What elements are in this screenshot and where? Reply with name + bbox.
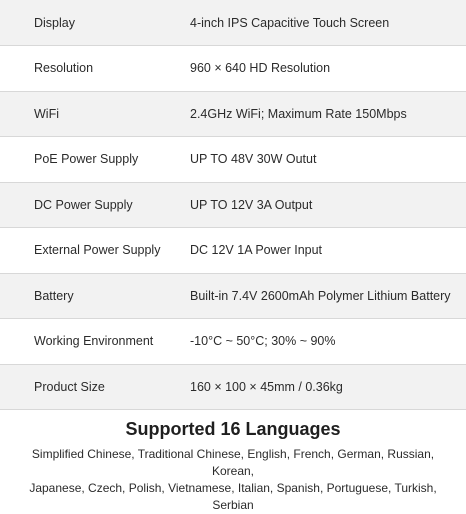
spec-value: UP TO 48V 30W Outut [190, 137, 466, 183]
spec-value: Built-in 7.4V 2600mAh Polymer Lithium Battery [190, 273, 466, 319]
spec-row-product-size [0, 364, 466, 410]
languages-line: Japanese, Czech, Polish, Vietnamese, Italian, Spanish, Portuguese, Turkish, Serbian [29, 481, 437, 512]
spec-value: DC 12V 1A Power Input [190, 228, 466, 274]
spec-row-dc-power-supply [0, 182, 466, 228]
spec-label: External Power Supply [0, 228, 190, 274]
spec-row-resolution [0, 46, 466, 92]
spec-value: 160 × 100 × 45mm / 0.36kg [190, 364, 466, 410]
spec-row-battery [0, 273, 466, 319]
spec-value: 960 × 640 HD Resolution [190, 46, 466, 92]
languages-list [13, 446, 453, 514]
spec-value: UP TO 12V 3A Output [190, 182, 466, 228]
spec-row-external-power-supply [0, 228, 466, 274]
spec-row-working-environment [0, 319, 466, 365]
spec-row-poe-power-supply [0, 137, 466, 183]
spec-label: Product Size [0, 364, 190, 410]
spec-row-display [0, 0, 466, 46]
languages-line: Simplified Chinese, Traditional Chinese, English, French, German, Russian, Korean, [31, 447, 435, 478]
spec-label: Display [0, 0, 190, 46]
spec-row-wifi [0, 91, 466, 137]
spec-label: Resolution [0, 46, 190, 92]
spec-value: 4-inch IPS Capacitive Touch Screen [190, 0, 466, 46]
spec-value: 2.4GHz WiFi; Maximum Rate 150Mbps [190, 91, 466, 137]
spec-value: -10°C ~ 50°C; 30% ~ 90% [190, 319, 466, 365]
spec-label: Battery [0, 273, 190, 319]
spec-label: PoE Power Supply [0, 137, 190, 183]
languages-section [0, 410, 466, 514]
languages-title: Supported 16 Languages [125, 419, 341, 439]
spec-label: Working Environment [0, 319, 190, 365]
spec-label: DC Power Supply [0, 182, 190, 228]
spec-label: WiFi [0, 91, 190, 137]
